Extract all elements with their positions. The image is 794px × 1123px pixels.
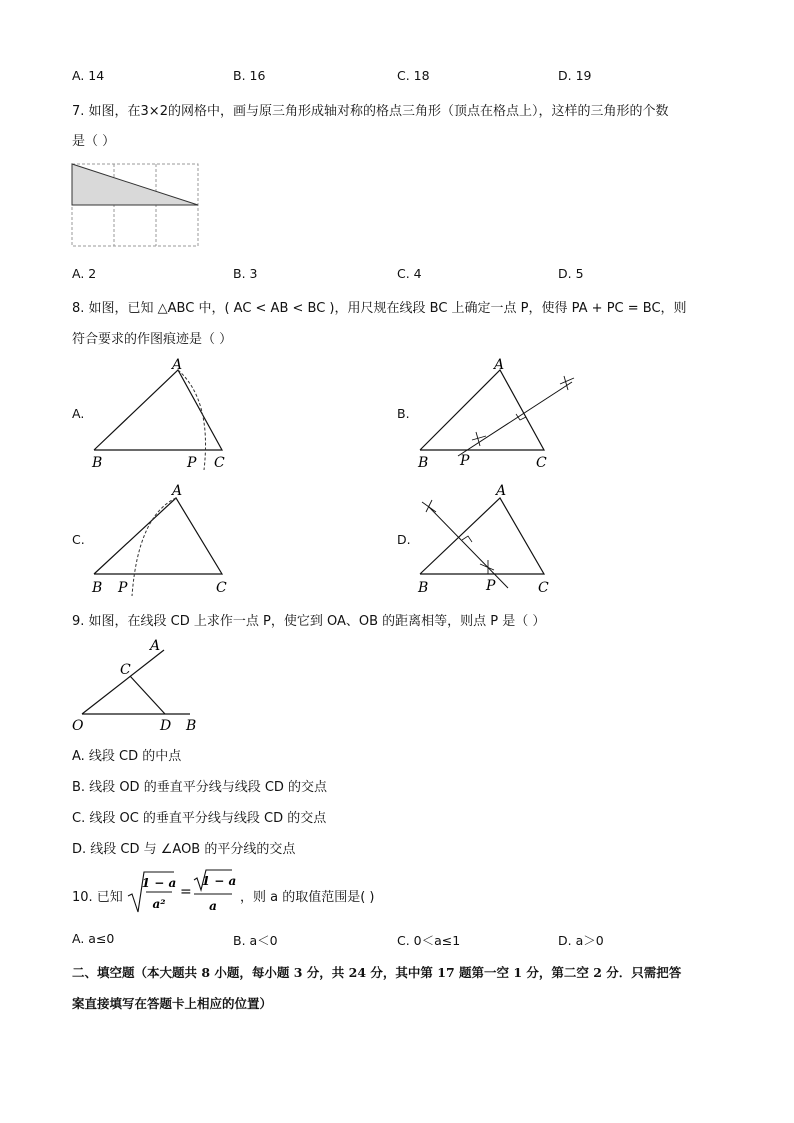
q9-point-a: A	[150, 638, 161, 654]
q9-text: 9. 如图，在线段 CD 上求作一点 P，使它到 OA、OB 的距离相等，则点 P 是（ ）	[72, 614, 546, 629]
q8c-point-a: A	[172, 483, 183, 499]
q7-option-c: C. 4	[397, 266, 422, 281]
q9-option-c: C. 线段 OC 的垂直平分线与线段 CD 的交点	[72, 811, 327, 826]
q10-option-c: C. 0＜a≤1	[397, 933, 461, 948]
section2-heading-line2: 案直接填写在答题卡上相应的位置）	[72, 996, 273, 1011]
q8a-point-b: B	[92, 455, 103, 471]
q8d-point-b: B	[418, 580, 429, 596]
q8a-point-c: C	[214, 455, 225, 471]
q8c-point-p: P	[118, 580, 128, 596]
q9-point-d: D	[160, 718, 172, 734]
q9-point-c: C	[120, 662, 131, 678]
q8-text-line1: 8. 如图，已知 △ABC 中，( AC < AB < BC )，用尺规在线段 BC 上确定一点 P，使得 PA + PC = BC，则	[72, 301, 687, 316]
q7-triangle	[72, 164, 198, 205]
q8c-point-b: B	[92, 580, 103, 596]
q8a-point-a: A	[172, 357, 183, 373]
q10-num-right: 1 − a	[201, 874, 237, 888]
q7-option-b: B. 3	[233, 266, 258, 281]
svg-text:=: =	[180, 884, 192, 900]
q9-option-a: A. 线段 CD 的中点	[72, 749, 182, 764]
section2-heading-line1: 二、填空题（本大题共 8 小题，每小题 3 分，共 24 分，其中第 17 题第一空 1 分，第二空 2 分．只需把答	[72, 965, 682, 980]
q9-point-b: B	[186, 718, 197, 734]
q10-prefix: 10. 已知	[72, 890, 123, 905]
q6-option-c: C. 18	[397, 68, 430, 83]
q10-den-left: a²	[152, 897, 166, 911]
q10-option-a: A. a≤0	[72, 931, 115, 946]
q7-grid-figure	[70, 162, 202, 250]
q10-option-b: B. a＜0	[233, 933, 278, 948]
q8-figure-c	[86, 480, 236, 598]
q9-figure	[68, 634, 208, 734]
q7-text-line2: 是（ ）	[72, 134, 116, 149]
q8d-point-c: C	[538, 580, 549, 596]
q6-option-b: B. 16	[233, 68, 266, 83]
q8-label-d: D.	[397, 532, 411, 547]
q8-figure-a	[86, 354, 236, 472]
q7-option-d: D. 5	[558, 266, 584, 281]
q7-option-a: A. 2	[72, 266, 97, 281]
q8-label-b: B.	[397, 406, 410, 421]
q10-equation	[126, 868, 238, 918]
q10-num-left: 1 − a	[141, 876, 177, 890]
q7-text-line1: 7. 如图，在3×2的网格中，画与原三角形成轴对称的格点三角形（顶点在格点上），这样的三角形的个数	[72, 104, 669, 119]
q9-option-b: B. 线段 OD 的垂直平分线与线段 CD 的交点	[72, 780, 328, 795]
q6-option-a: A. 14	[72, 68, 105, 83]
q9-option-d: D. 线段 CD 与 ∠AOB 的平分线的交点	[72, 842, 296, 857]
q10-option-d: D. a＞0	[558, 933, 604, 948]
q8-text-line2: 符合要求的作图痕迹是（ ）	[72, 332, 233, 347]
q8d-point-a: A	[496, 483, 507, 499]
q6-option-d: D. 19	[558, 68, 592, 83]
q8b-point-c: C	[536, 455, 547, 471]
q10-suffix: ，则 a 的取值范围是( )	[240, 890, 375, 905]
q8-label-c: C.	[72, 532, 85, 547]
q8d-point-p: P	[486, 578, 496, 594]
q10-den-right: a	[209, 899, 217, 913]
q8a-point-p: P	[187, 455, 197, 471]
q8-figure-d	[410, 480, 570, 598]
q8b-point-b: B	[418, 455, 429, 471]
q8-label-a: A.	[72, 406, 85, 421]
q8b-point-p: P	[460, 453, 470, 469]
q8-figure-b	[410, 354, 590, 472]
q9-point-o: O	[72, 718, 84, 734]
q8c-point-c: C	[216, 580, 227, 596]
q8b-point-a: A	[494, 357, 505, 373]
